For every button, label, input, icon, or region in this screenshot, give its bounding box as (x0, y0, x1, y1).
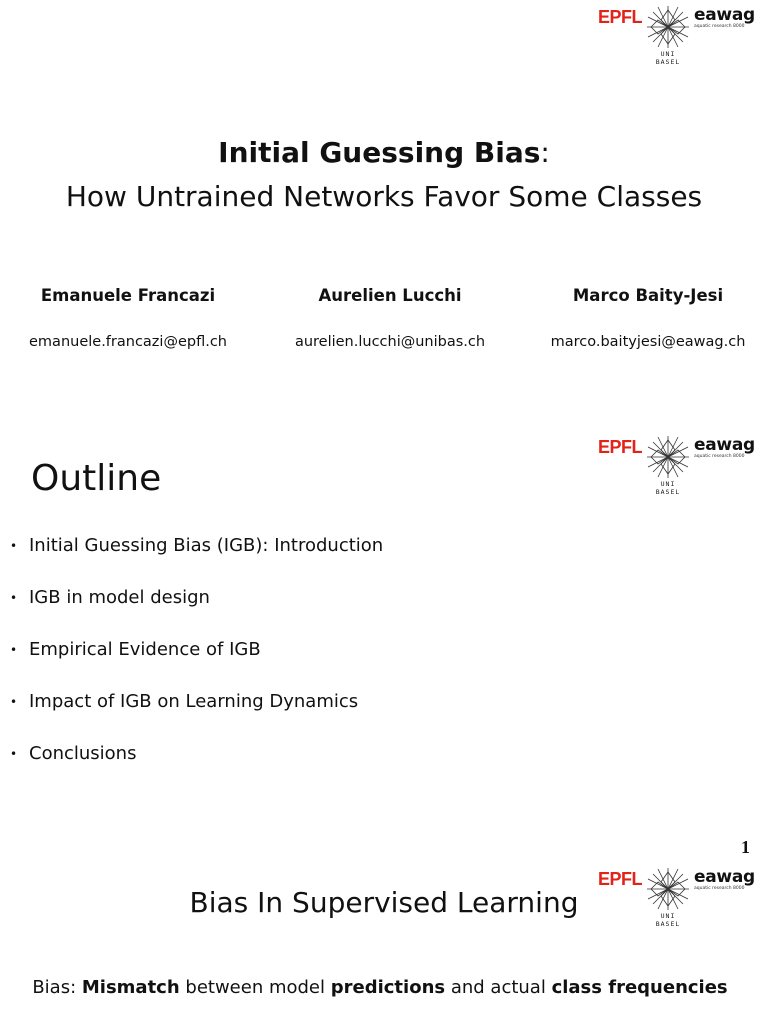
bullet-icon: • (10, 747, 18, 761)
outline-list (10, 534, 383, 794)
paper-title (0, 136, 768, 169)
author-email: emanuele.francazi@epfl.ch (29, 334, 227, 350)
list-item-text: Impact of IGB on Learning Dynamics (29, 691, 359, 712)
unibas-line2: BASEL (655, 58, 681, 66)
author-name: Emanuele Francazi (40, 286, 216, 305)
bias-part-bold: Mismatch (81, 977, 180, 998)
unibas-line2: BASEL (655, 488, 681, 496)
paper-subtitle: How Untrained Networks Favor Some Classes (65, 180, 703, 213)
title-main: Initial Guessing Bias (218, 136, 541, 169)
bias-definition (0, 977, 760, 998)
eawag-name: eawag (694, 435, 755, 455)
list-item (10, 638, 383, 690)
list-item (10, 690, 383, 742)
author-name: Marco Baity-Jesi (572, 286, 724, 305)
eawag-logo (694, 436, 755, 460)
bullet-icon: • (10, 539, 18, 553)
author-name: Aurelien Lucchi (318, 286, 462, 305)
list-item-text: Empirical Evidence of IGB (29, 639, 261, 660)
page-number: 1 (741, 837, 750, 857)
unibas-line2: BASEL (655, 920, 681, 928)
list-item-text: IGB in model design (29, 587, 210, 608)
institution-logos (598, 4, 755, 74)
author-email: marco.baityjesi@eawag.ch (550, 334, 746, 350)
eawag-tagline: aquatic research 8000 (694, 24, 745, 29)
unibas-line1: UNI (660, 480, 676, 488)
eawag-logo (694, 6, 755, 30)
bullet-icon: • (10, 695, 18, 709)
list-item (10, 586, 383, 638)
unibas-text (644, 480, 692, 496)
unibas-logo (644, 434, 692, 500)
list-item (10, 534, 383, 586)
eawag-name: eawag (694, 5, 755, 25)
title-colon: : (540, 136, 550, 169)
outline-heading: Outline (31, 458, 162, 499)
list-item-text: Initial Guessing Bias (IGB): Introduction (29, 535, 384, 556)
author-email: aurelien.lucchi@unibas.ch (294, 334, 486, 350)
bias-part-bold: predictions (330, 977, 446, 998)
unibas-line1: UNI (660, 912, 676, 920)
bias-part: between model (179, 977, 331, 998)
eawag-tagline: aquatic research 8000 (694, 886, 745, 891)
bias-part: Bias: (32, 977, 82, 998)
bullet-icon: • (10, 591, 18, 605)
bias-part: and actual (445, 977, 552, 998)
unibas-logo (644, 4, 692, 70)
epfl-logo: EPFL (598, 7, 643, 27)
list-item-text: Conclusions (29, 743, 137, 764)
unibas-star-icon (644, 4, 692, 50)
bias-part-bold: class frequencies (551, 977, 728, 998)
epfl-logo: EPFL (598, 437, 643, 457)
bullet-icon: • (10, 643, 18, 657)
unibas-star-icon (644, 434, 692, 480)
list-item (10, 742, 383, 794)
eawag-name: eawag (694, 867, 755, 887)
eawag-tagline: aquatic research 8000 (694, 454, 745, 459)
unibas-line1: UNI (660, 50, 676, 58)
institution-logos (598, 434, 755, 504)
slide-heading: Bias In Supervised Learning (189, 886, 579, 919)
epfl-logo: EPFL (598, 869, 643, 889)
unibas-text (644, 50, 692, 66)
